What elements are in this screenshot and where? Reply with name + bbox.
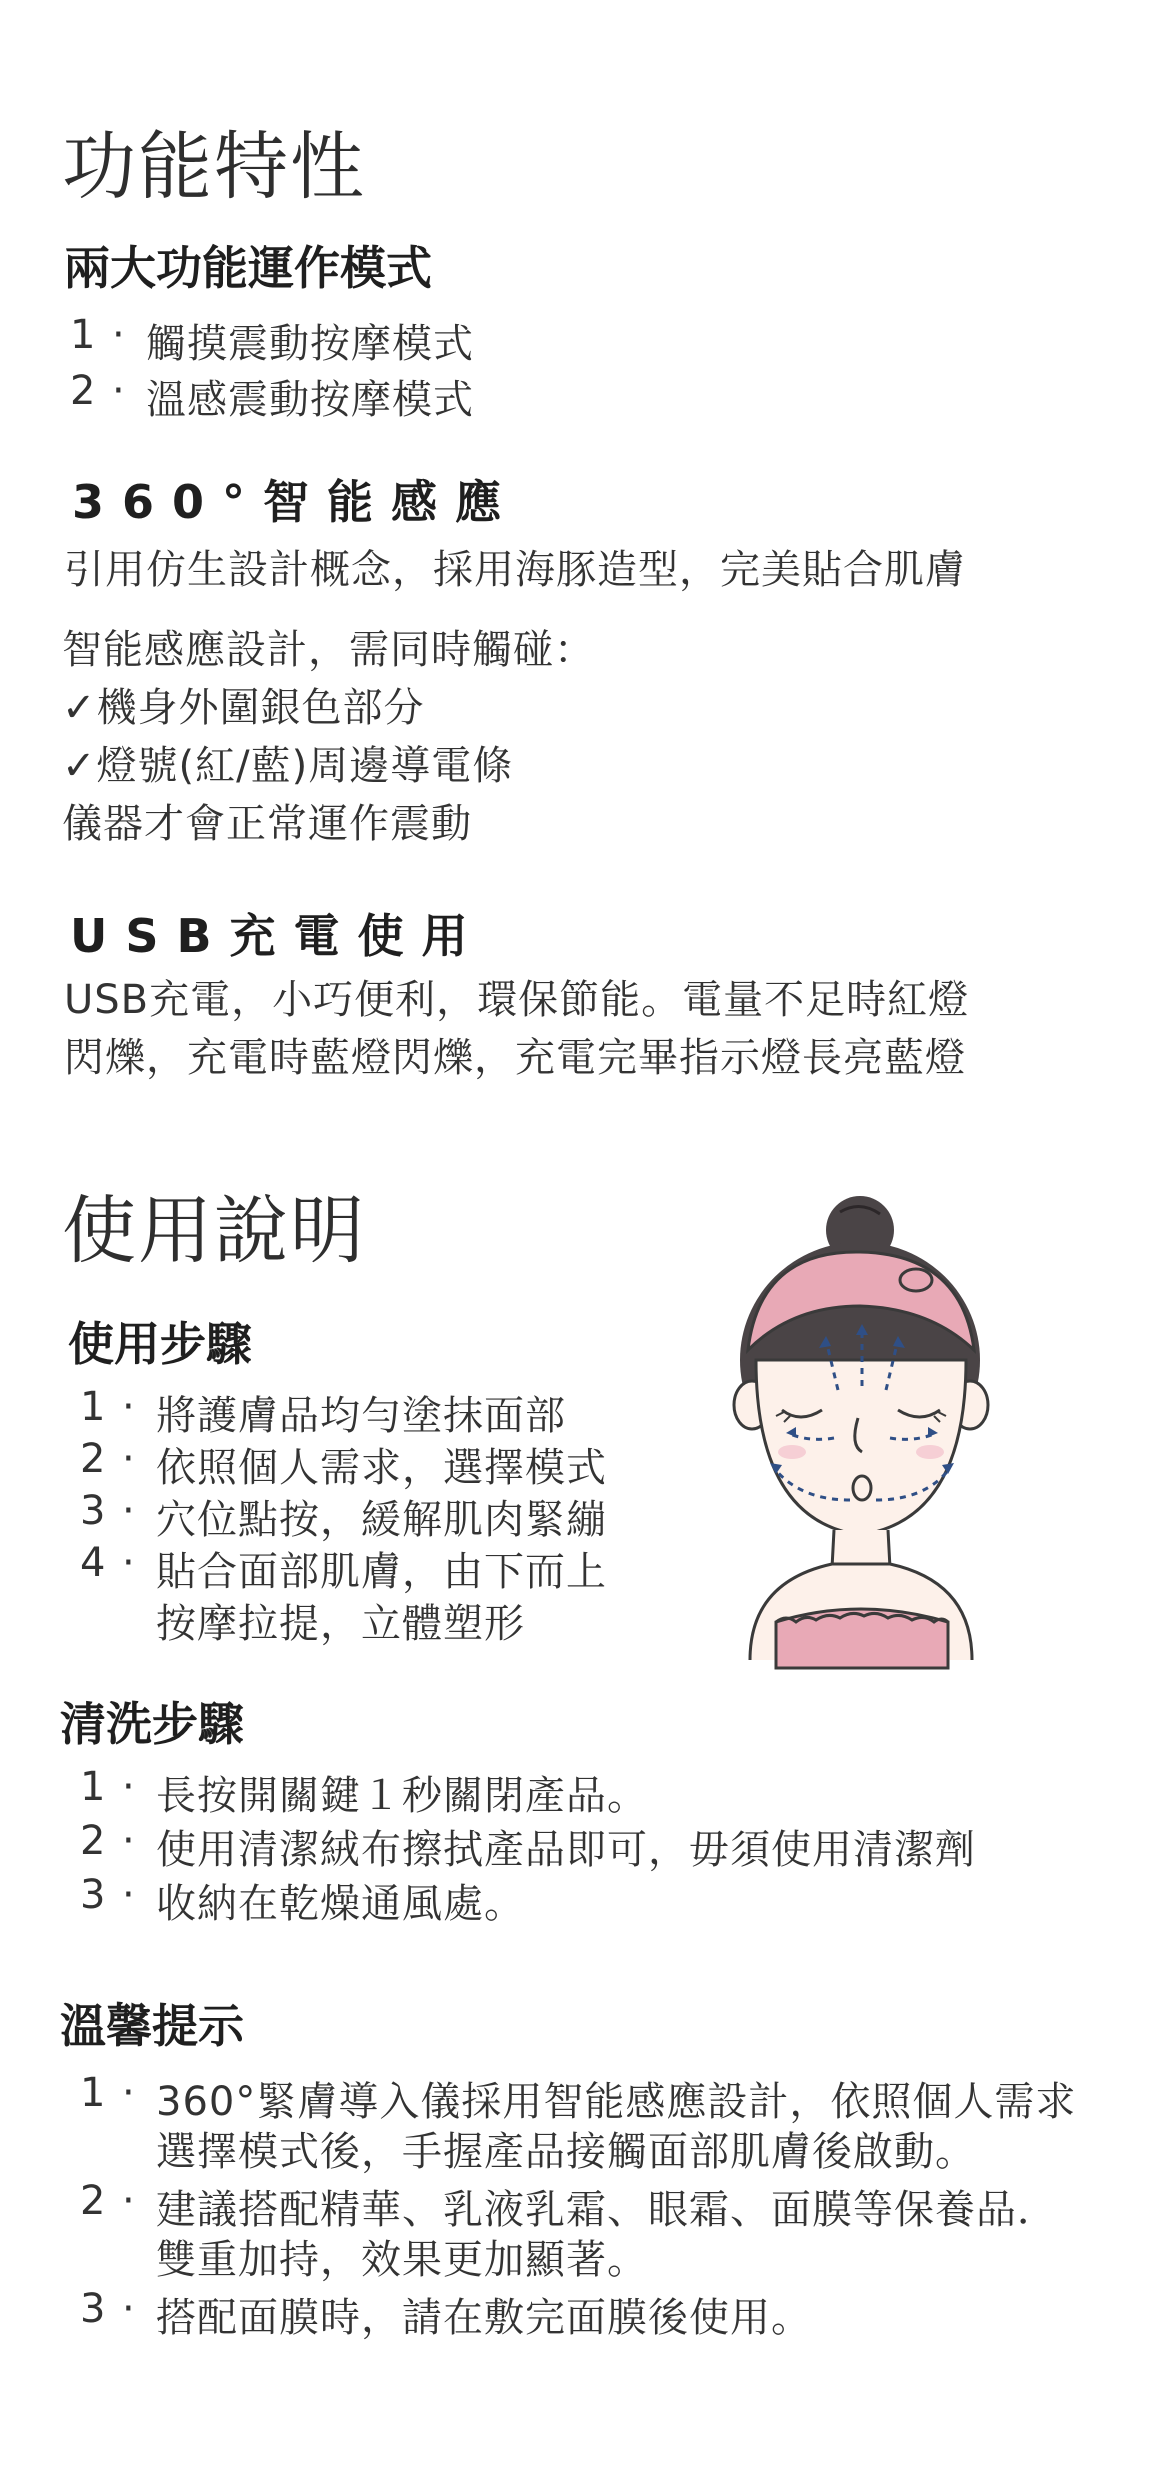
list-item-continuation: 按摩拉提，立體塑形 (156, 1601, 525, 1647)
list-bullet: · (122, 1764, 135, 1810)
list-number: 1 (80, 2070, 106, 2116)
cleaning-heading: 清洗步驟 (60, 1697, 244, 1751)
sensing-note-line: 智能感應設計，需同時觸碰： (62, 627, 595, 673)
sensing-note-line: ✓燈號(紅/藍)周邊導電條 (62, 743, 514, 789)
list-bullet: · (122, 1436, 135, 1482)
list-number: 2 (80, 1818, 106, 1864)
list-item-continuation: 雙重加持，效果更加顯著。 (156, 2237, 648, 2283)
modes-heading: 兩大功能運作模式 (64, 241, 432, 295)
list-item: 長按開關鍵１秒關閉產品。 (156, 1773, 648, 1819)
tips-heading: 溫馨提示 (60, 1999, 244, 2053)
list-item: 依照個人需求，選擇模式 (156, 1445, 607, 1491)
list-item: 建議搭配精華、乳液乳霜、眼霜、面膜等保養品． (156, 2187, 1058, 2233)
list-number: 1 (80, 1384, 106, 1430)
list-item: 貼合面部肌膚，由下而上 (156, 1549, 607, 1595)
list-item: 使用清潔絨布擦拭產品即可，毋須使用清潔劑 (156, 1827, 976, 1873)
list-bullet: · (122, 1384, 135, 1430)
headband-knot (900, 1269, 932, 1291)
list-item: 穴位點按，緩解肌肉緊繃 (156, 1497, 607, 1543)
sensing-note-line: 儀器才會正常運作震動 (62, 801, 472, 847)
list-number: 1 (80, 1764, 106, 1810)
list-bullet: · (112, 368, 125, 414)
usb-description-line: USB充電，小巧便利，環保節能。電量不足時紅燈 (64, 977, 970, 1023)
neck (832, 1530, 890, 1568)
list-number: 3 (80, 1488, 106, 1534)
usb-heading: USB充電使用 (70, 909, 486, 963)
sensing-description: 引用仿生設計概念，採用海豚造型，完美貼合肌膚 (64, 547, 966, 593)
mouth (853, 1476, 871, 1500)
list-number: 1 (70, 312, 96, 358)
list-number: 3 (80, 1872, 106, 1918)
list-bullet: · (112, 312, 125, 358)
list-item: 將護膚品均勻塗抹面部 (156, 1393, 566, 1439)
list-bullet: · (122, 2178, 135, 2224)
list-bullet: · (122, 2070, 135, 2116)
list-bullet: · (122, 1488, 135, 1534)
list-item: 收納在乾燥通風處。 (156, 1881, 525, 1927)
list-number: 2 (80, 1436, 106, 1482)
usb-description-line: 閃爍，充電時藍燈閃爍，充電完畢指示燈長亮藍燈 (64, 1035, 966, 1081)
list-number: 2 (70, 368, 96, 414)
sensing-heading: 360°智能感應 (72, 475, 520, 529)
list-item: 360°緊膚導入儀採用智能感應設計，依照個人需求 (156, 2079, 1077, 2125)
sensing-note-line: ✓機身外圍銀色部分 (62, 685, 425, 731)
list-item: 溫感震動按摩模式 (146, 377, 474, 423)
list-item: 觸摸震動按摩模式 (146, 321, 474, 367)
list-number: 4 (80, 1540, 106, 1586)
list-bullet: · (122, 1818, 135, 1864)
list-item: 搭配面膜時，請在敷完面膜後使用。 (156, 2295, 812, 2341)
face-massage-illustration (730, 1190, 1000, 1690)
list-number: 2 (80, 2178, 106, 2224)
usage-title: 使用說明 (62, 1188, 366, 1274)
list-bullet: · (122, 1872, 135, 1918)
list-number: 3 (80, 2286, 106, 2332)
list-bullet: · (122, 2286, 135, 2332)
steps-heading: 使用步驟 (68, 1317, 252, 1371)
list-bullet: · (122, 1540, 135, 1586)
list-item-continuation: 選擇模式後，手握產品接觸面部肌膚後啟動。 (156, 2129, 976, 2175)
features-title: 功能特性 (62, 124, 366, 210)
